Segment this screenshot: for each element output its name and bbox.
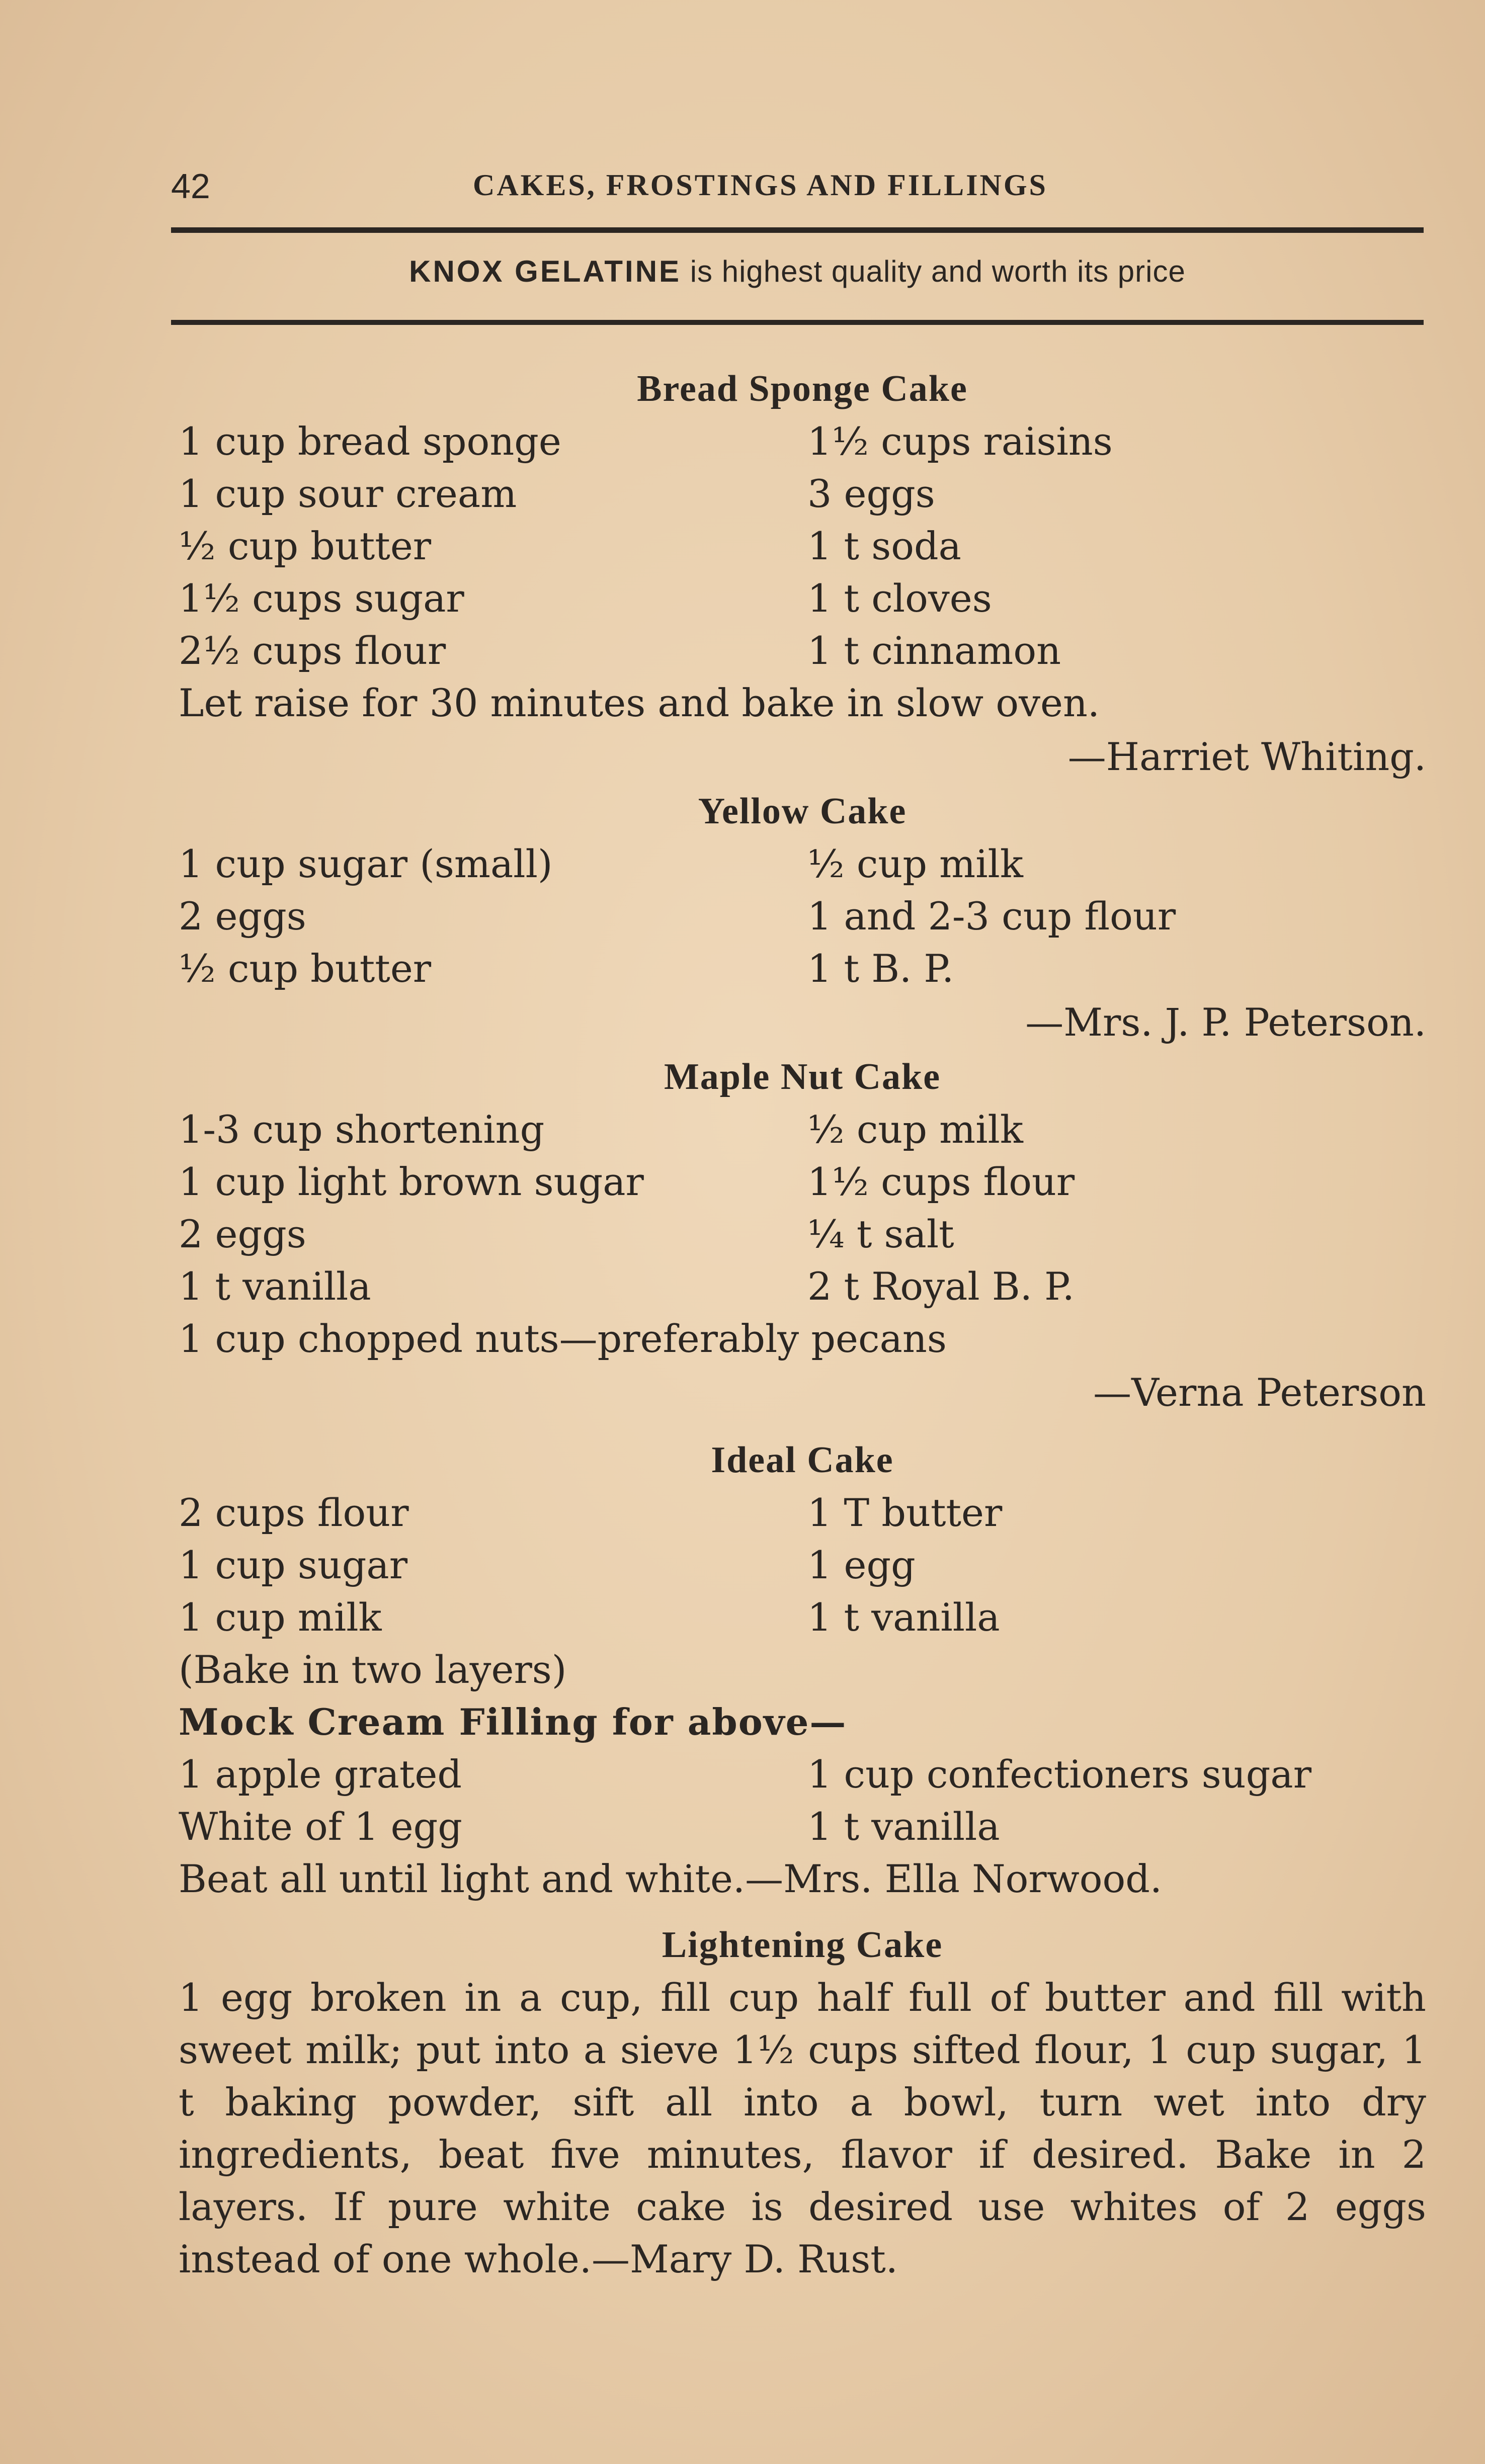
ingredient-left: ½ cup butter bbox=[179, 524, 432, 568]
ingredient-right: 1 t cloves bbox=[807, 576, 992, 621]
ingredient-row bbox=[179, 625, 1426, 677]
ingredient-row bbox=[179, 1208, 1426, 1260]
spacer bbox=[179, 1905, 1426, 1918]
ingredient-left: 1-3 cup shortening bbox=[179, 1107, 545, 1152]
recipe-instructions: Let raise for 30 minutes and bake in slow oven. bbox=[179, 681, 1100, 725]
recipe-title-bread-sponge: Bread Sponge Cake bbox=[637, 368, 968, 409]
ingredient-right: 1 T butter bbox=[807, 1490, 1003, 1535]
ingredient-right: ½ cup milk bbox=[807, 841, 1023, 886]
ingredient-left: 1 cup sour cream bbox=[179, 471, 517, 516]
ingredient-right: 1 cup confectioners sugar bbox=[807, 1752, 1312, 1797]
ingredient-left: 2½ cups flour bbox=[179, 628, 446, 673]
recipe-title-ideal: Ideal Cake bbox=[711, 1439, 894, 1481]
running-title: CAKES, FROSTINGS AND FILLINGS bbox=[473, 168, 1048, 202]
ingredient-right: 1 t vanilla bbox=[807, 1804, 1000, 1849]
ingredient-left: 1 cup bread sponge bbox=[179, 419, 561, 464]
ingredient-left: 1 t vanilla bbox=[179, 1264, 371, 1309]
ingredient-right: 1 t soda bbox=[807, 524, 961, 568]
filling-instructions: Beat all until light and white.—Mrs. Ella Norwood. bbox=[179, 1856, 1163, 1901]
recipe-title-yellow: Yellow Cake bbox=[698, 791, 907, 832]
ingredient-row bbox=[179, 838, 1426, 890]
ingredient-row bbox=[179, 890, 1426, 943]
recipe-title-lightening: Lightening Cake bbox=[662, 1924, 943, 1966]
ingredient-row bbox=[179, 572, 1426, 625]
tagline-text: is highest quality and worth its price bbox=[690, 254, 1186, 288]
recipe-paragraph: 1 egg broken in a cup, fill cup half full of butter and fill with sweet milk; put into a sieve 1½ cups sifted flour, 1 cup sugar, 1 t baking powder, sift all into a bowl, turn wet into dry ingredients, beat five minutes, flavor if desired. Bake in 2 layers. If pure white cake is desired use whites of 2 eggs instead of one whole.—Mary D. Rust. bbox=[179, 1975, 1426, 2281]
recipe-note: (Bake in two layers) bbox=[179, 1647, 567, 1692]
ingredient-left: 1 cup light brown sugar bbox=[179, 1159, 644, 1204]
ingredient-left: 1 cup sugar (small) bbox=[179, 841, 553, 886]
ingredient-right: 1 t B. P. bbox=[807, 946, 954, 991]
ingredient-left: 1½ cups sugar bbox=[179, 576, 464, 621]
ingredient-right: 2 t Royal B. P. bbox=[807, 1264, 1075, 1309]
recipe-author: —Harriet Whiting. bbox=[1067, 734, 1426, 779]
ingredient-row bbox=[179, 1748, 1426, 1801]
ingredient-right: 1 t vanilla bbox=[807, 1595, 1000, 1640]
ingredient-left: 2 cups flour bbox=[179, 1490, 409, 1535]
ingredient-left: ½ cup butter bbox=[179, 946, 432, 991]
recipe-title-maple-nut: Maple Nut Cake bbox=[664, 1056, 941, 1097]
ingredient-right: 1 egg bbox=[807, 1543, 916, 1587]
ingredient-right: ½ cup milk bbox=[807, 1107, 1023, 1152]
header-rule-top bbox=[171, 227, 1424, 233]
recipe-author: —Mrs. J. P. Peterson. bbox=[1025, 1000, 1426, 1045]
page-number: 42 bbox=[171, 166, 210, 206]
ingredient-right: 1 and 2-3 cup flour bbox=[807, 894, 1176, 939]
ingredient-right: 1½ cups flour bbox=[807, 1159, 1075, 1204]
ingredient-left: 1 cup sugar bbox=[179, 1543, 408, 1587]
spacer bbox=[179, 1420, 1426, 1433]
recipes bbox=[179, 362, 1426, 2285]
ingredient-row bbox=[179, 415, 1426, 468]
ingredient-row bbox=[179, 1103, 1426, 1156]
ingredient-row bbox=[179, 520, 1426, 572]
ingredient-row bbox=[179, 468, 1426, 520]
ingredient-left: White of 1 egg bbox=[179, 1804, 462, 1849]
tagline-brand: KNOX GELATINE bbox=[409, 254, 682, 288]
filling-title: Mock Cream Filling for above— bbox=[179, 1701, 847, 1743]
ingredient-row bbox=[179, 1156, 1426, 1208]
recipe-author: —Verna Peterson bbox=[1093, 1370, 1426, 1415]
ingredient-left: 2 eggs bbox=[179, 894, 306, 939]
page-header bbox=[171, 161, 1424, 211]
ingredient-right: 1 t cinnamon bbox=[807, 628, 1061, 673]
ingredient-left: 2 eggs bbox=[179, 1212, 306, 1256]
ingredient-row bbox=[179, 1487, 1426, 1539]
tagline bbox=[171, 254, 1424, 289]
ingredient-right: 3 eggs bbox=[807, 471, 935, 516]
ingredient-row bbox=[179, 1591, 1426, 1644]
header-rule-bottom bbox=[171, 320, 1424, 325]
ingredient-right: 1½ cups raisins bbox=[807, 419, 1113, 464]
recipe-extra-ingredient: 1 cup chopped nuts—preferably pecans bbox=[179, 1316, 947, 1361]
ingredient-row bbox=[179, 1801, 1426, 1853]
ingredient-row bbox=[179, 1260, 1426, 1313]
ingredient-left: 1 apple grated bbox=[179, 1752, 462, 1797]
ingredient-row bbox=[179, 1539, 1426, 1591]
ingredient-left: 1 cup milk bbox=[179, 1595, 382, 1640]
ingredient-right: ¼ t salt bbox=[807, 1212, 954, 1256]
ingredient-row bbox=[179, 943, 1426, 995]
